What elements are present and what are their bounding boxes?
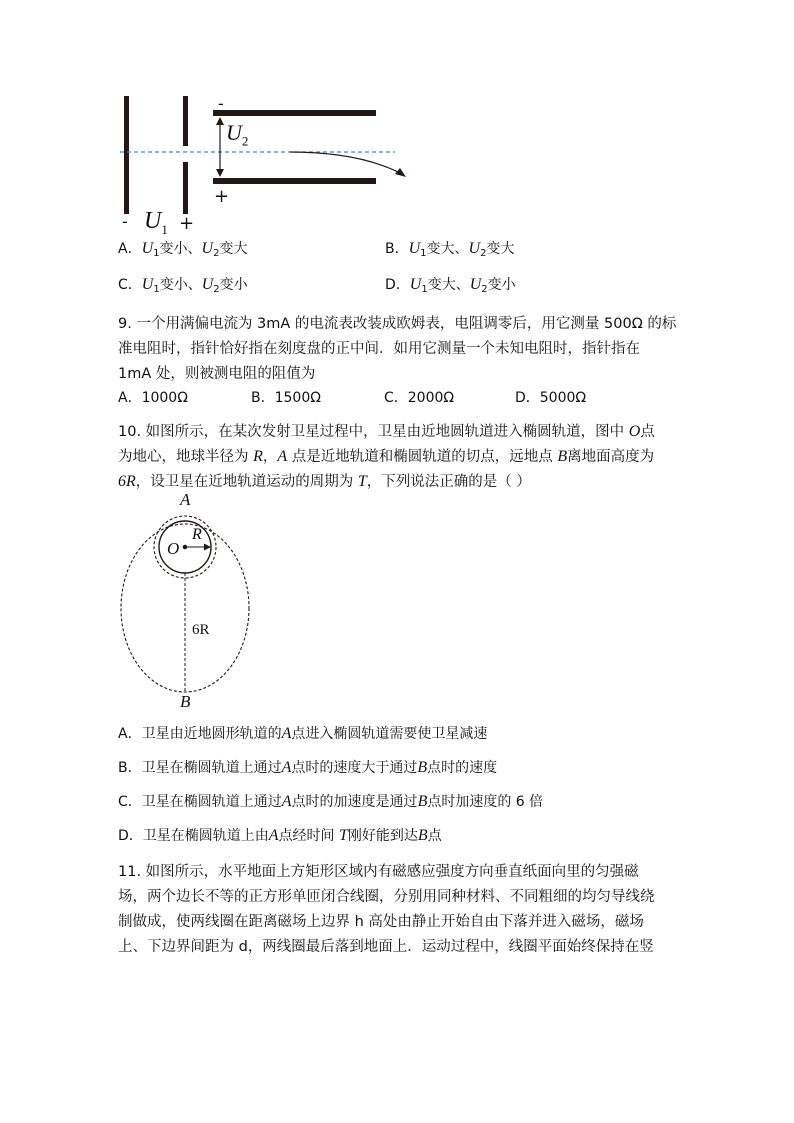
orbit-diagram <box>115 505 265 695</box>
left-plate-polarity: - <box>122 212 128 231</box>
q8-option-c[interactable]: C．$U_1$变小、$U_2$变小 <box>118 276 248 295</box>
point-o-label: O <box>167 539 180 558</box>
q8-option-d[interactable]: D．$U_1$变大、$U_2$变小 <box>385 276 516 295</box>
u1-label: $U_1$ <box>144 208 168 237</box>
q10-stem: 10. 如图所示，在某次发射卫星过程中，卫星由近地圆轨道进入椭圆轨道，图中 O点 为地心，地球半径为 R，A 点是近地轨道和椭圆轨道的切点，远地点 B离地面高度为 6R，设卫星在近地轨道运动的周期为 T，下列说法正确的是（ ） <box>118 423 655 490</box>
q10-option-c[interactable]: C．卫星在椭圆轨道上通过A点时的加速度是通过B点时加速度的 6 倍 <box>118 793 544 810</box>
radius-r-label: R <box>192 526 202 543</box>
point-b-label: B <box>180 692 191 711</box>
top-deflection-plate <box>213 110 376 116</box>
top-plate-polarity: - <box>218 94 224 113</box>
u2-arrow-head-up <box>216 117 224 125</box>
q9-stem: 9. 一个用满偏电流为 3mA 的电流表改装成欧姆表，电阻调零后，用它测量 500Ω 的标 准电阻时，指针恰好指在刻度盘的正中间．如用它测量一个未知电阻时，指针指在 1mA 处，则被测电阻的阻值为 <box>118 316 677 382</box>
q9-option-a[interactable]: A．1000Ω <box>118 390 188 406</box>
q9-option-d[interactable]: D．5000Ω <box>515 390 587 406</box>
q11-stem: 11. 如图所示，水平地面上方矩形区域内有磁感应强度方向垂直纸面向里的匀强磁 场，两个边长不等的正方形单匝闭合线圈，分别用同种材料、不同粗细的均匀导线绕 制做成，使两线圈在距离磁场上边界 h 高处由静止开始自由下落并进入磁场，磁场 上、下边界间距为 d，两线圈最后落到地面上．运动过程中，线圈平面始终保持在竖 <box>118 864 655 955</box>
electron-trajectory <box>290 152 402 174</box>
u2-arrow-head-down <box>216 169 224 177</box>
middle-plate-lower <box>183 162 188 214</box>
middle-plate-upper <box>183 96 188 146</box>
q9-option-b[interactable]: B．1500Ω <box>251 390 321 406</box>
bottom-deflection-plate <box>213 178 376 184</box>
radius-arrow-head <box>204 544 211 551</box>
q10-option-b[interactable]: B．卫星在椭圆轨道上通过A点时的速度大于通过B点时的速度 <box>118 759 498 776</box>
middle-plate-polarity: + <box>179 213 195 234</box>
point-a-label: A <box>180 490 191 509</box>
q8-option-b[interactable]: B．$U_1$变大、$U_2$变大 <box>385 240 515 259</box>
bottom-plate-polarity: + <box>214 186 230 207</box>
left-plate <box>124 96 129 214</box>
height-6r-label: 6R <box>192 622 210 638</box>
q10-option-d[interactable]: D．卫星在椭圆轨道上由A点经时间 T刚好能到达B点 <box>118 827 442 844</box>
q8-option-a[interactable]: A．$U_1$变小、$U_2$变大 <box>118 240 248 259</box>
trajectory-arrow-head <box>395 168 406 177</box>
q9-option-c[interactable]: C．2000Ω <box>384 390 455 406</box>
u2-label: $U_2$ <box>226 120 249 149</box>
q10-option-a[interactable]: A．卫星由近地圆形轨道的A点进入椭圆轨道需要使卫星减速 <box>118 725 488 742</box>
